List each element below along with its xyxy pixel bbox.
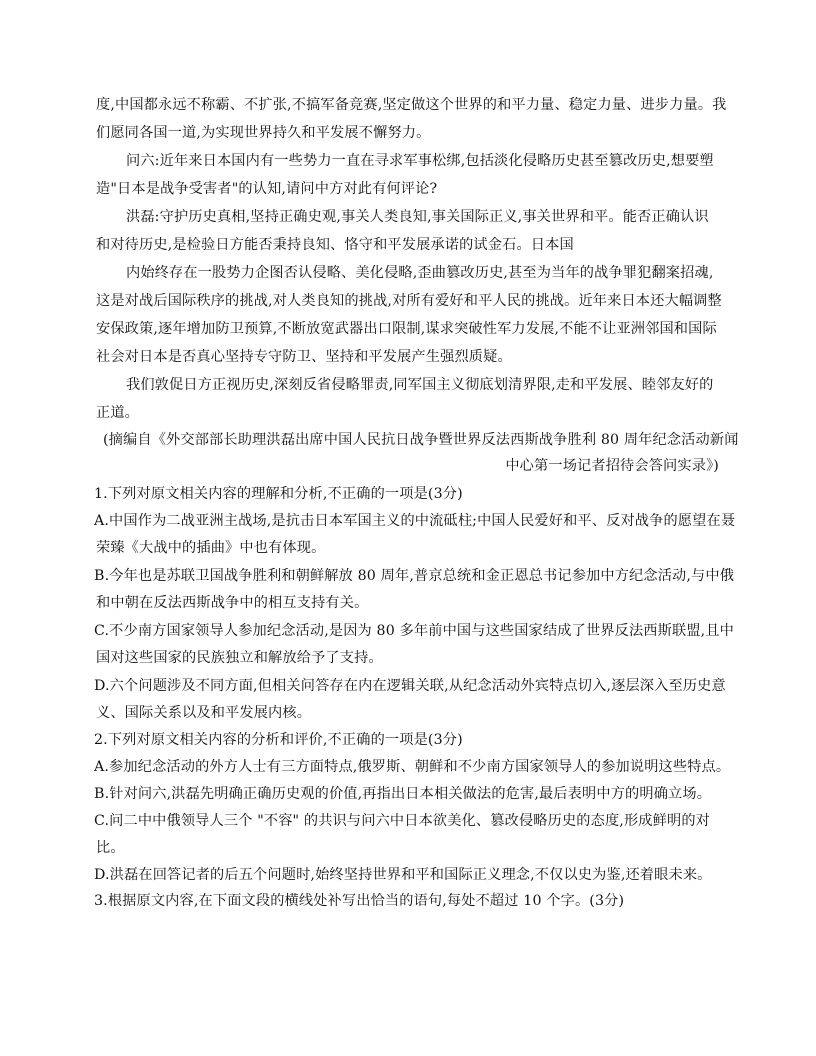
question-1-option-a: 荣臻《大战中的插曲》中也有体现。: [96, 540, 326, 556]
answer-line: 正道。: [96, 405, 140, 421]
question-2-option-b: B.针对问六,洪磊先明确正确历史观的价值,再指出日本相关做法的危害,最后表明中方的明确立场。: [94, 786, 712, 802]
question-1-option-c: C.不少南方国家领导人参加纪念活动,是因为 80 多年前中国与这些国家结成了世界反法西斯联盟,且中: [94, 623, 734, 639]
question-1-option-d: 义、国际关系以及和平发展内核。: [96, 705, 312, 721]
question-2-option-c: 比。: [96, 840, 125, 856]
question-2-stem: 2.下列对原文相关内容的分析和评价,不正确的一项是(3分): [94, 732, 463, 748]
question-3-stem: 3.根据原文内容,在下面文段的横线处补写出恰当的语句,每处不超过 10 个字。(3分): [94, 893, 625, 909]
question-1-option-a: A.中国作为二战亚洲主战场,是抗击日本军国主义的中流砥柱;中国人民爱好和平、反对战争的愿望在聂: [94, 513, 736, 529]
answer-line: 我们敦促日方正视历史,深刻反省侵略罪责,同军国主义彻底划清界限,走和平发展、睦邻友好的: [126, 377, 714, 393]
passage-line: 们愿同各国一道,为实现世界持久和平发展不懈努力。: [96, 125, 431, 141]
answer-line: 社会对日本是否真心坚持专守防卫、坚持和平发展产生强烈质疑。: [96, 349, 512, 365]
question-1-stem: 1.下列对原文相关内容的理解和分析,不正确的一项是(3分): [94, 486, 463, 502]
question-1-option-d: D.六个问题涉及不同方面,但相关问答存在内在逻辑关联,从纪念活动外宾特点切入,逐层深入至历史意: [94, 678, 726, 694]
question-1-option-b: B.今年也是苏联卫国战争胜利和朝鲜解放 80 周年,普京总统和金正恩总书记参加中方纪念活动,与中俄: [94, 568, 735, 584]
answer-line: 这是对战后国际秩序的挑战,对人类良知的挑战,对所有爱好和平人民的挑战。近年来日本还大幅调整: [96, 293, 722, 309]
answer-line: 和对待历史,是检验日方能否秉持良知、恪守和平发展承诺的试金石。日本国: [96, 237, 574, 253]
question-2-option-d: D.洪磊在回答记者的后五个问题时,始终坚持世界和平和国际正义理念,不仅以史为鉴,还着眼未来。: [94, 867, 712, 883]
answer-line: 安保政策,逐年增加防卫预算,不断放宽武器出口限制,谋求突破性军力发展,不能不让亚洲邻国和国际: [96, 321, 717, 337]
answer-line: 洪磊:守护历史真相,坚持正确史观,事关人类良知,事关国际正义,事关世界和平。能否正确认识: [126, 209, 709, 225]
question-six-line: 造"日本是战争受害者"的认知,请问中方对此有何评论?: [96, 181, 438, 197]
passage-line: 度,中国都永远不称霸、不扩张,不搞军备竞赛,坚定做这个世界的和平力量、稳定力量、进步力量。我: [96, 97, 727, 113]
answer-line: 内始终存在一股势力企图否认侵略、美化侵略,歪曲篡改历史,甚至为当年的战争罪犯翻案招魂,: [126, 265, 714, 281]
question-2-option-a: A.参加纪念活动的外方人士有三方面特点,俄罗斯、朝鲜和不少南方国家领导人的参加说明这些特点。: [94, 759, 731, 775]
question-six-line: 问六:近年来日本国内有一些势力一直在寻求军事松绑,包括淡化侵略历史甚至篡改历史,想要塑: [126, 153, 714, 169]
source-citation: (摘编自《外交部部长助理洪磊出席中国人民抗日战争暨世界反法西斯战争胜利 80 周年纪念活动新闻: [103, 432, 739, 448]
question-1-option-b: 和中朝在反法西斯战争中的相互支持有关。: [96, 595, 369, 611]
source-citation: 中心第一场记者招待会答问实录》): [505, 458, 719, 474]
question-1-option-c: 国对这些国家的民族独立和解放给予了支持。: [96, 650, 383, 666]
question-2-option-c: C.问二中中俄领导人三个 "不容" 的共识与问六中日本欲美化、篡改侵略历史的态度,形成鲜明的对: [94, 813, 710, 829]
